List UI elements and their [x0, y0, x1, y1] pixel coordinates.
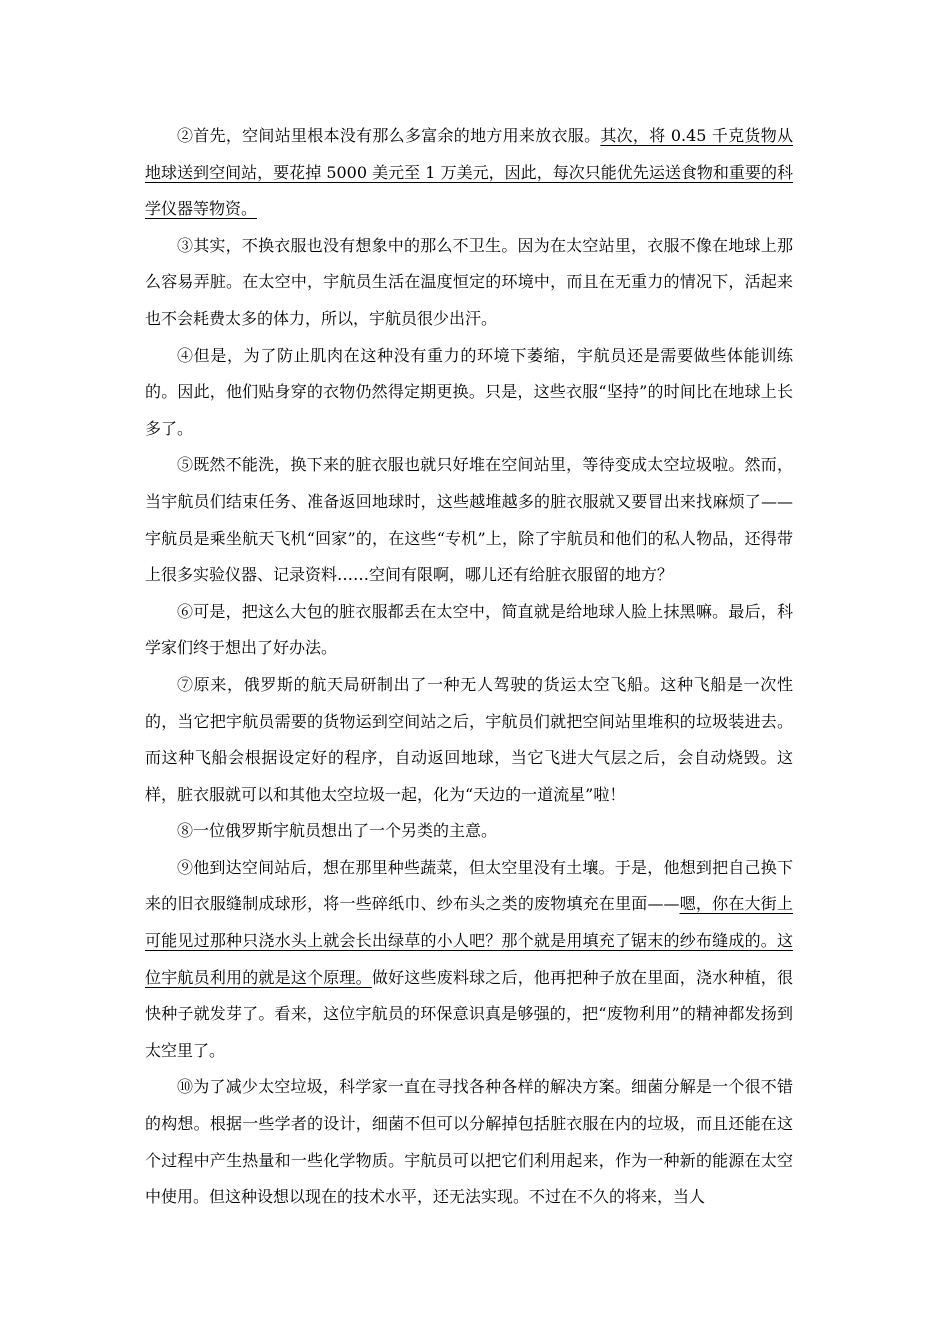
paragraph-2: [145, 118, 793, 228]
paragraph-9-text-start: ⑨他到达空间站后，想在那里种些蔬菜，但太空里没有土壤。于是，他想到把自己换下来的旧衣服缝制成球形，将一些碎纸巾、纱布头之类的废物填充在里面——: [145, 857, 793, 914]
paragraph-10-text: ⑩为了减少太空垃圾，科学家一直在寻找各种各样的解决方案。细菌分解是一个很不错的构想。根据一些学者的设计，细菌不但可以分解掉包括脏衣服在内的垃圾，而且还能在这个过程中产生热量和一些化学物质。宇航员可以把它们利用起来，作为一种新的能源在太空中使用。但这种设想以现在的技术水平，还无法实现。不过在不久的将来，当人: [145, 1077, 793, 1207]
paragraph-10: [145, 1069, 793, 1215]
paragraph-6-text: ⑥可是，把这么大包的脏衣服都丢在太空中，简直就是给地球人脸上抹黑嘛。最后，科学家们终于想出了好办法。: [145, 601, 793, 658]
paragraph-5: [145, 447, 793, 593]
paragraph-2-text: ②首先，空间站里根本没有那么多富余的地方用来放衣服。: [177, 126, 601, 145]
paragraph-3: [145, 228, 793, 338]
paragraph-6: [145, 594, 793, 667]
paragraph-9-underlined-text: 嗯，你在大街上可能见过那种只浇水头上就会长出绿草的小人吧？那个就是用填充了锯末的纱布缝成的。这位宇航员利用的就是这个原理。: [145, 894, 793, 987]
paragraph-5-text: ⑤既然不能洗，换下来的脏衣服也就只好堆在空间站里，等待变成太空垃圾啦。然而，当宇航员们结束任务、准备返回地球时，这些越堆越多的脏衣服就又要冒出来找麻烦了——宇航员是乘坐航天飞机“回家”的，在这些“专机”上，除了宇航员和他们的私人物品，还得带上很多实验仪器、记录资料……空间有限啊，哪儿还有给脏衣服留的地方？: [145, 455, 793, 585]
paragraph-4: [145, 338, 793, 448]
document-body: [145, 118, 793, 1216]
paragraph-8: [145, 813, 793, 850]
paragraph-4-text: ④但是，为了防止肌肉在这种没有重力的环境下萎缩，宇航员还是需要做些体能训练的。因此，他们贴身穿的衣物仍然得定期更换。只是，这些衣服“坚持”的时间比在地球上长多了。: [145, 345, 793, 438]
paragraph-9: [145, 850, 793, 1070]
paragraph-7: [145, 667, 793, 813]
paragraph-7-text: ⑦原来，俄罗斯的航天局研制出了一种无人驾驶的货运太空飞船。这种飞船是一次性的，当它把宇航员需要的货物运到空间站之后，宇航员们就把空间站里堆积的垃圾装进去。而这种飞船会根据设定好的程序，自动返回地球，当它飞进大气层之后，会自动烧毁。这样，脏衣服就可以和其他太空垃圾一起，化为“天边的一道流星”啦！: [145, 674, 793, 804]
paragraph-9-text-end: 做好这些废料球之后，他再把种子放在里面，浇水种植，很快种子就发芽了。看来，这位宇航员的环保意识真是够强的，把“废物利用”的精神都发扬到太空里了。: [145, 967, 793, 1060]
paragraph-2-underlined-text: 其次，将 0.45 千克货物从地球送到空间站，要花掉 5000 美元至 1 万美元，因此，每次只能优先运送食物和重要的科学仪器等物资。: [145, 126, 793, 219]
paragraph-8-text: ⑧一位俄罗斯宇航员想出了一个另类的主意。: [177, 821, 498, 841]
paragraph-3-text: ③其实，不换衣服也没有想象中的那么不卫生。因为在太空站里，衣服不像在地球上那么容易弄脏。在太空中，宇航员生活在温度恒定的环境中，而且在无重力的情况下，活起来也不会耗费太多的体力，所以，宇航员很少出汗。: [145, 235, 793, 328]
